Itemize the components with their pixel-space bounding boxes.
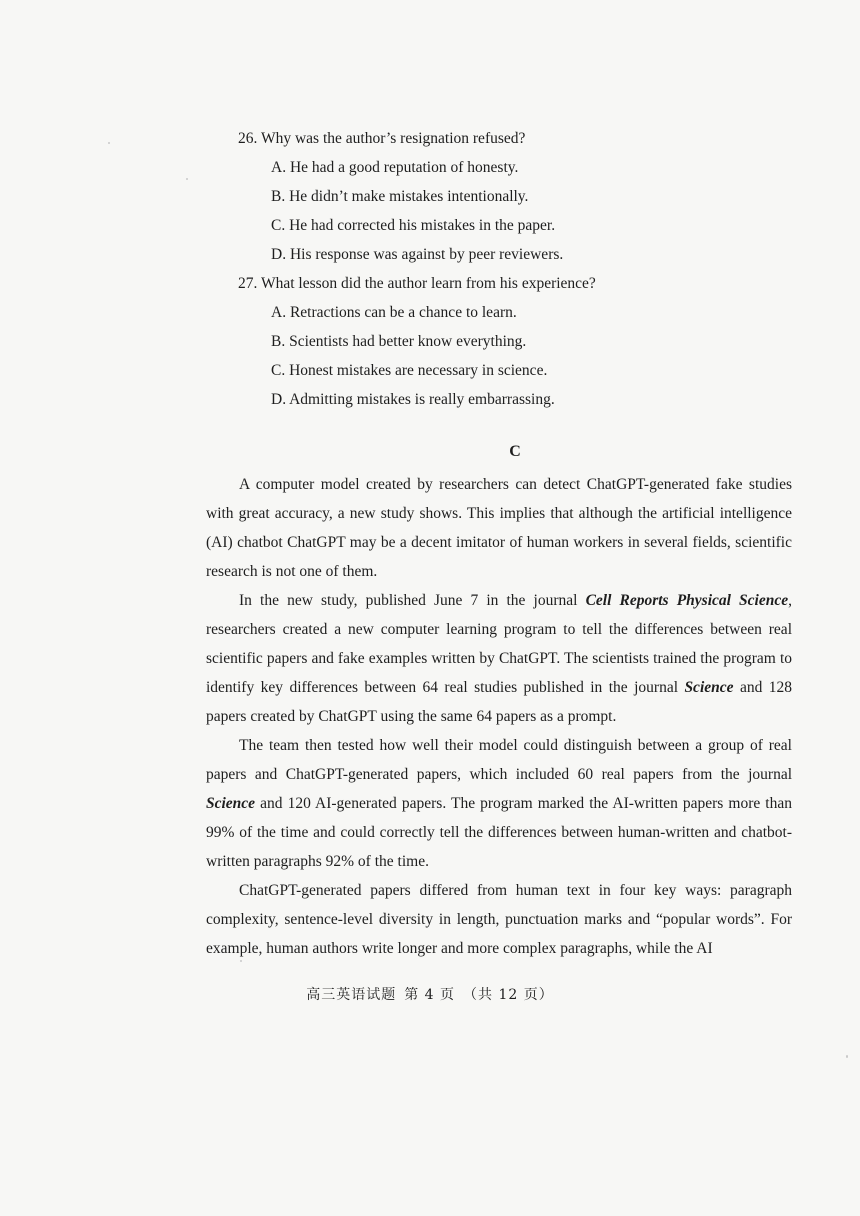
question-27-option-b: B. Scientists had better know everything. xyxy=(271,333,527,350)
journal-name-science: Science xyxy=(684,679,734,696)
passage-paragraph-1: A computer model created by researchers can detect ChatGPT-generated fake studies with great accuracy, a new study shows. This implies that although the artificial intelligence (AI) chatbot ChatGPT may be a decent imitator of human workers in several fields, scientific research is not one of them. xyxy=(206,476,792,580)
paragraph-2-text-c: and 128 papers created by ChatGPT using the same 64 papers as a prompt. xyxy=(206,679,792,725)
question-26-option-b: B. He didn’t make mistakes intentionally. xyxy=(271,188,529,205)
scan-speck xyxy=(186,178,188,180)
question-27-option-a: A. Retractions can be a chance to learn. xyxy=(271,304,517,321)
reading-passage xyxy=(206,470,792,963)
footer-total-pages: （共 12 页） xyxy=(463,987,554,1003)
question-27-option-d: D. Admitting mistakes is really embarrassing. xyxy=(271,391,555,408)
paragraph-2-text-b: , researchers created a new computer learning program to tell the differences between real scientific papers and fake examples written by ChatGPT. The scientists trained the program to identify key differences between 64 real studies published in the journal xyxy=(206,592,792,696)
question-block xyxy=(238,124,798,414)
section-heading: C xyxy=(509,443,521,460)
question-27-option-c: C. Honest mistakes are necessary in science. xyxy=(271,362,548,379)
question-26-option-c: C. He had corrected his mistakes in the paper. xyxy=(271,217,556,234)
passage-paragraph-3 xyxy=(206,731,792,876)
paragraph-2-text-a: In the new study, published June 7 in the journal xyxy=(239,592,586,609)
page-footer xyxy=(0,985,860,1005)
question-26-option-d: D. His response was against by peer reviewers. xyxy=(271,246,564,263)
paragraph-3-text-b: and 120 AI-generated papers. The program marked the AI-written papers more than 99% of the time and could correctly tell the differences between human-written and chatbot-written paragraphs 92% of the time. xyxy=(206,795,792,870)
paragraph-3-text-a: The team then tested how well their model could distinguish between a group of real papers and ChatGPT-generated papers, which included 60 real papers from the journal xyxy=(206,737,792,783)
footer-page-number: 第 4 页 xyxy=(404,987,456,1003)
question-26-stem: 26. Why was the author’s resignation refused? xyxy=(238,130,526,147)
footer-subject: 高三英语试题 xyxy=(306,987,397,1003)
passage-paragraph-2 xyxy=(206,586,792,731)
journal-name-science: Science xyxy=(206,795,256,812)
question-27-stem: 27. What lesson did the author learn from his experience? xyxy=(238,275,596,292)
journal-name-cell-reports: Cell Reports Physical Science xyxy=(585,592,789,609)
scan-speck xyxy=(846,1055,848,1058)
scan-speck xyxy=(108,142,110,144)
scan-speck xyxy=(240,960,242,962)
passage-paragraph-4: ChatGPT-generated papers differed from human text in four key ways: paragraph complexity, sentence-level diversity in length, punctuation marks and “popular words”. For example, human authors write longer and more complex paragraphs, while the AI xyxy=(206,882,792,957)
question-26-option-a: A. He had a good reputation of honesty. xyxy=(271,159,519,176)
